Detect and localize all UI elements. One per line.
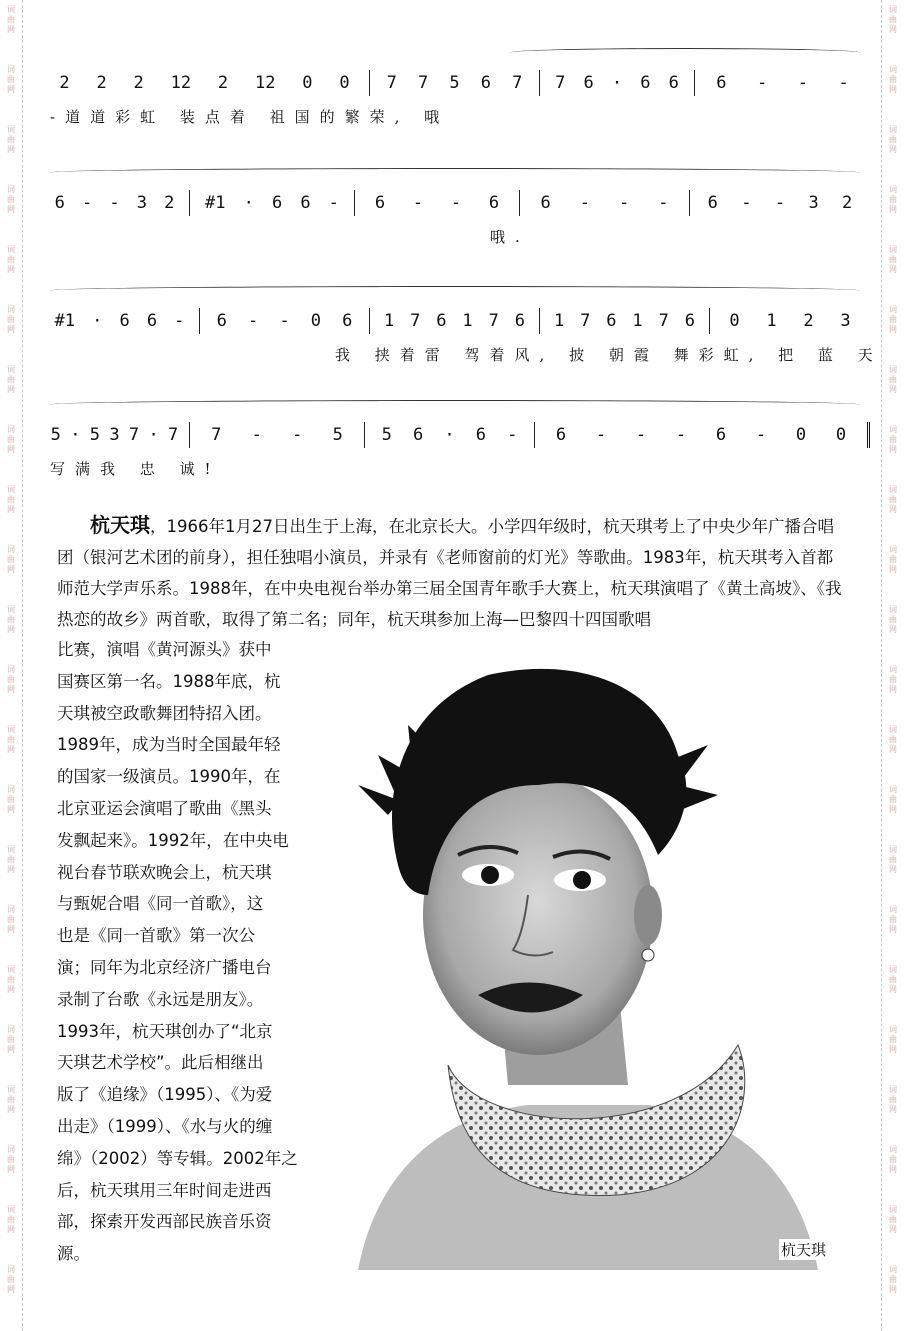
biography-line: 后，杭天琪用三年时间走进西 — [57, 1180, 272, 1200]
note: · — [92, 311, 103, 331]
biography-line: 版了《追缘》（1995）、《为爱 — [57, 1085, 273, 1105]
measure — [40, 190, 190, 216]
note: 1 — [553, 311, 565, 331]
watermark-text: 词 曲 网 — [889, 605, 897, 634]
watermark-text: 词 曲 网 — [7, 545, 15, 574]
note: 7 — [128, 425, 140, 445]
note: 1 — [766, 311, 777, 331]
biography-line: 比赛，演唱《黄河源头》获中 — [57, 640, 272, 659]
note: 6 — [412, 425, 424, 445]
note: - — [579, 193, 590, 213]
note: 7 — [488, 311, 499, 331]
note: 7 — [555, 73, 566, 93]
biography-line: 1989年，成为当时全国最年轻 — [57, 735, 281, 755]
watermark-text: 词 曲 网 — [7, 5, 15, 34]
note: 6 — [119, 311, 130, 331]
note: 3 — [840, 311, 851, 331]
note: 1 — [462, 311, 473, 331]
biography-paragraph — [57, 510, 847, 635]
biography-line: 源。 — [57, 1244, 90, 1264]
measure — [540, 308, 710, 334]
note: 3 — [109, 425, 120, 445]
note: - — [619, 193, 630, 213]
note: 6 — [668, 73, 679, 93]
measure — [370, 308, 540, 334]
biography-line: 发飘起来》。1992年，在中央电 — [57, 830, 289, 850]
watermark-text: 词 曲 网 — [889, 725, 897, 754]
biography-line: 国赛区第一名。1988年底，杭 — [57, 671, 281, 691]
measure — [365, 422, 535, 448]
watermark-text: 词 曲 网 — [7, 725, 15, 754]
note: 6 — [300, 193, 311, 213]
note: 1 — [632, 311, 643, 331]
biography-line: 也是《同一首歌》第一次公 — [57, 926, 255, 946]
photo-caption: 杭天琪 — [780, 1241, 826, 1259]
note: 6 — [716, 73, 727, 93]
tie-arc — [50, 400, 860, 409]
note: · — [70, 425, 81, 445]
measure — [695, 70, 870, 96]
watermark-text: 词 曲 网 — [7, 305, 15, 334]
tie-arc — [50, 286, 860, 295]
note-row — [40, 308, 870, 334]
tie-arc — [50, 168, 860, 177]
note: - — [838, 73, 849, 93]
singer-portrait-photo — [318, 665, 846, 1270]
note: 7 — [211, 425, 222, 445]
watermark-text: 词 曲 网 — [7, 665, 15, 694]
note: · — [611, 73, 623, 93]
biography-line: 的国家一级演员。1990年，在 — [57, 767, 281, 787]
watermark-text: 词 曲 网 — [7, 785, 15, 814]
score-system — [40, 70, 870, 170]
watermark-text: 词 曲 网 — [889, 845, 897, 874]
watermark-text: 词 曲 网 — [889, 65, 897, 94]
note: 6 — [374, 193, 386, 213]
watermark-text: 词 曲 网 — [7, 365, 15, 394]
note: - — [279, 311, 290, 331]
score-system — [40, 422, 870, 522]
watermark-text: 词 曲 网 — [889, 365, 897, 394]
watermark-text: 词 曲 网 — [889, 125, 897, 154]
watermark-text: 词 曲 网 — [889, 1205, 897, 1234]
note: 6 — [146, 311, 158, 331]
lyrics-line: 我 挟着雷 驾着风, 披 朝霞 舞彩虹, 把 蓝 天 — [335, 346, 883, 364]
measure — [40, 70, 370, 96]
note: 6 — [583, 73, 594, 93]
watermark-text: 词 曲 网 — [889, 1265, 897, 1294]
watermark-text: 词 曲 网 — [7, 245, 15, 274]
note: 6 — [216, 311, 227, 331]
watermark-text: 词 曲 网 — [889, 905, 897, 934]
watermark-text: 词 曲 网 — [889, 425, 897, 454]
note: - — [774, 193, 786, 213]
note-row — [40, 70, 870, 96]
note: 0 — [302, 73, 313, 93]
lyrics-line: 哦. — [490, 228, 530, 246]
note: 7 — [512, 73, 523, 93]
measure — [40, 422, 190, 448]
note: - — [174, 311, 185, 331]
note: - — [251, 425, 262, 445]
score-system — [40, 308, 883, 408]
watermark-text: 词 曲 网 — [7, 65, 15, 94]
note: - — [755, 425, 767, 445]
note: 6 — [715, 425, 727, 445]
biography-line: 与甄妮合唱《同一首歌》，这 — [57, 894, 264, 914]
note: 6 — [480, 73, 491, 93]
note: - — [658, 193, 669, 213]
watermark-text: 词 曲 网 — [889, 1145, 897, 1174]
biography-line: 北京亚运会演唱了歌曲《黑头 — [57, 798, 272, 818]
note: #1 — [54, 311, 76, 331]
biography-line: 绵》（2002）等专辑。2002年之 — [57, 1148, 298, 1168]
biography-line: 录制了台歌《永远是朋友》。 — [57, 989, 264, 1009]
note: - — [741, 193, 752, 213]
note: 7 — [658, 311, 669, 331]
note: 12 — [254, 73, 276, 93]
note: - — [595, 425, 607, 445]
note: - — [675, 425, 687, 445]
note: 6 — [436, 311, 447, 331]
watermark-text: 词 曲 网 — [7, 1025, 15, 1054]
measure — [370, 70, 540, 96]
watermark-text: 词 曲 网 — [7, 965, 15, 994]
note: - — [797, 73, 808, 93]
note: 2 — [59, 73, 70, 93]
note: 7 — [168, 425, 179, 445]
tie-arc — [510, 48, 860, 57]
note: 7 — [417, 73, 429, 93]
measure — [200, 308, 370, 334]
measure — [690, 190, 870, 216]
watermark-text: 词 曲 网 — [889, 965, 897, 994]
biography-line: 演；同年为北京经济广播电台 — [57, 957, 272, 977]
note: - — [635, 425, 647, 445]
note: 6 — [488, 193, 500, 213]
score-system — [40, 190, 870, 290]
note: 2 — [164, 193, 175, 213]
watermark-text: 词 曲 网 — [7, 1145, 15, 1174]
note: 1 — [383, 311, 395, 331]
note: 7 — [410, 311, 421, 331]
biography-column-text — [57, 634, 302, 1270]
note: 2 — [842, 193, 853, 213]
note: · — [243, 193, 254, 213]
biography-line: 天琪被空政歌舞团特招入团。 — [57, 703, 272, 723]
watermark-text: 词 曲 网 — [889, 785, 897, 814]
watermark-text: 词 曲 网 — [7, 425, 15, 454]
measure — [710, 308, 870, 334]
note: · — [148, 425, 159, 445]
note: 0 — [795, 425, 807, 445]
measure — [520, 190, 690, 216]
note: 6 — [555, 425, 567, 445]
note: 5 — [89, 425, 101, 445]
note: 6 — [54, 193, 65, 213]
note: 2 — [133, 73, 144, 93]
watermark-text: 词 曲 网 — [889, 5, 897, 34]
watermark-text: 词 曲 网 — [889, 305, 897, 334]
note: 12 — [170, 73, 192, 93]
note: - — [109, 193, 120, 213]
note: - — [507, 425, 518, 445]
watermark-text: 词 曲 网 — [7, 905, 15, 934]
watermark-text: 词 曲 网 — [7, 185, 15, 214]
measure — [540, 70, 695, 96]
portrait-illustration — [318, 665, 846, 1270]
lyrics-line: 写满我 忠 诚! — [50, 460, 221, 478]
note: - — [412, 193, 424, 213]
note: 6 — [271, 193, 283, 213]
biography-line: 视台春节联欢晚会上，杭天琪 — [57, 862, 272, 882]
note: 6 — [707, 193, 718, 213]
note: 5 — [332, 425, 343, 445]
note: 6 — [475, 425, 486, 445]
note: - — [247, 311, 259, 331]
note: - — [81, 193, 93, 213]
note: - — [292, 425, 303, 445]
note: 0 — [835, 425, 847, 445]
note: 3 — [808, 193, 819, 213]
measure — [40, 308, 200, 334]
note: 5 — [381, 425, 392, 445]
note: 6 — [684, 311, 695, 331]
watermark-text: 词 曲 网 — [889, 245, 897, 274]
biography-text-full-width: ，1966年1月27日出生于上海，在北京长大。小学四年级时，杭天琪考上了中央少年广播合唱团（银河艺术团的前身），担任独唱小演员，并录有《老师窗前的灯光》等歌曲。1983年，杭天琪考入首都师范大学声乐系。1988年，在中央电视台举办第三届全国青年歌手大赛上，杭天琪演唱了《黄土高坡》、《我热恋的故乡》两首歌，取得了第二名；同年，杭天琪参加上海—巴黎四十四国歌唱 — [57, 517, 842, 629]
biography-line: 天琪艺术学校”。此后相继出 — [57, 1053, 264, 1073]
note: 0 — [310, 311, 321, 331]
watermark-text: 词 曲 网 — [7, 845, 15, 874]
watermark-text: 词 曲 网 — [889, 545, 897, 574]
note: · — [444, 425, 455, 445]
lyrics-line: -道道彩虹 装点着 祖国的繁荣, 哦 — [50, 108, 450, 126]
measure — [535, 422, 870, 448]
right-margin-watermark-strip — [881, 0, 904, 1331]
note-row — [40, 422, 870, 448]
note: 2 — [217, 73, 229, 93]
note: 7 — [580, 311, 591, 331]
note: 6 — [514, 311, 525, 331]
note: - — [450, 193, 462, 213]
note: 6 — [606, 311, 617, 331]
left-margin-watermark-strip — [0, 0, 23, 1331]
singer-name: 杭天琪 — [90, 513, 150, 537]
note: 3 — [136, 193, 147, 213]
biography-line: 1993年，杭天琪创办了“北京 — [57, 1021, 273, 1041]
note: 0 — [339, 73, 350, 93]
biography-line: 部，探索开发西部民族音乐资 — [57, 1212, 272, 1232]
watermark-text: 词 曲 网 — [889, 1085, 897, 1114]
note: 6 — [640, 73, 651, 93]
note: 7 — [386, 73, 397, 93]
measure — [190, 422, 365, 448]
note-row — [40, 190, 870, 216]
watermark-text: 词 曲 网 — [7, 1205, 15, 1234]
watermark-text: 词 曲 网 — [889, 1025, 897, 1054]
measure — [355, 190, 520, 216]
note: - — [328, 193, 339, 213]
note: 0 — [729, 311, 740, 331]
watermark-text: 词 曲 网 — [7, 605, 15, 634]
note: 2 — [96, 73, 107, 93]
note: 5 — [50, 425, 61, 445]
note: - — [757, 73, 768, 93]
note: 5 — [449, 73, 460, 93]
note: #1 — [205, 193, 226, 213]
watermark-text: 词 曲 网 — [889, 485, 897, 514]
note: 6 — [540, 193, 551, 213]
note: 2 — [803, 311, 814, 331]
measure — [190, 190, 355, 216]
watermark-text: 词 曲 网 — [7, 1265, 15, 1294]
note: 6 — [342, 311, 353, 331]
watermark-text: 词 曲 网 — [889, 665, 897, 694]
watermark-text: 词 曲 网 — [7, 485, 15, 514]
watermark-text: 词 曲 网 — [889, 185, 897, 214]
watermark-text: 词 曲 网 — [7, 1085, 15, 1114]
biography-line: 出走》（1999）、《水与火的缠 — [57, 1116, 273, 1136]
watermark-text: 词 曲 网 — [7, 125, 15, 154]
